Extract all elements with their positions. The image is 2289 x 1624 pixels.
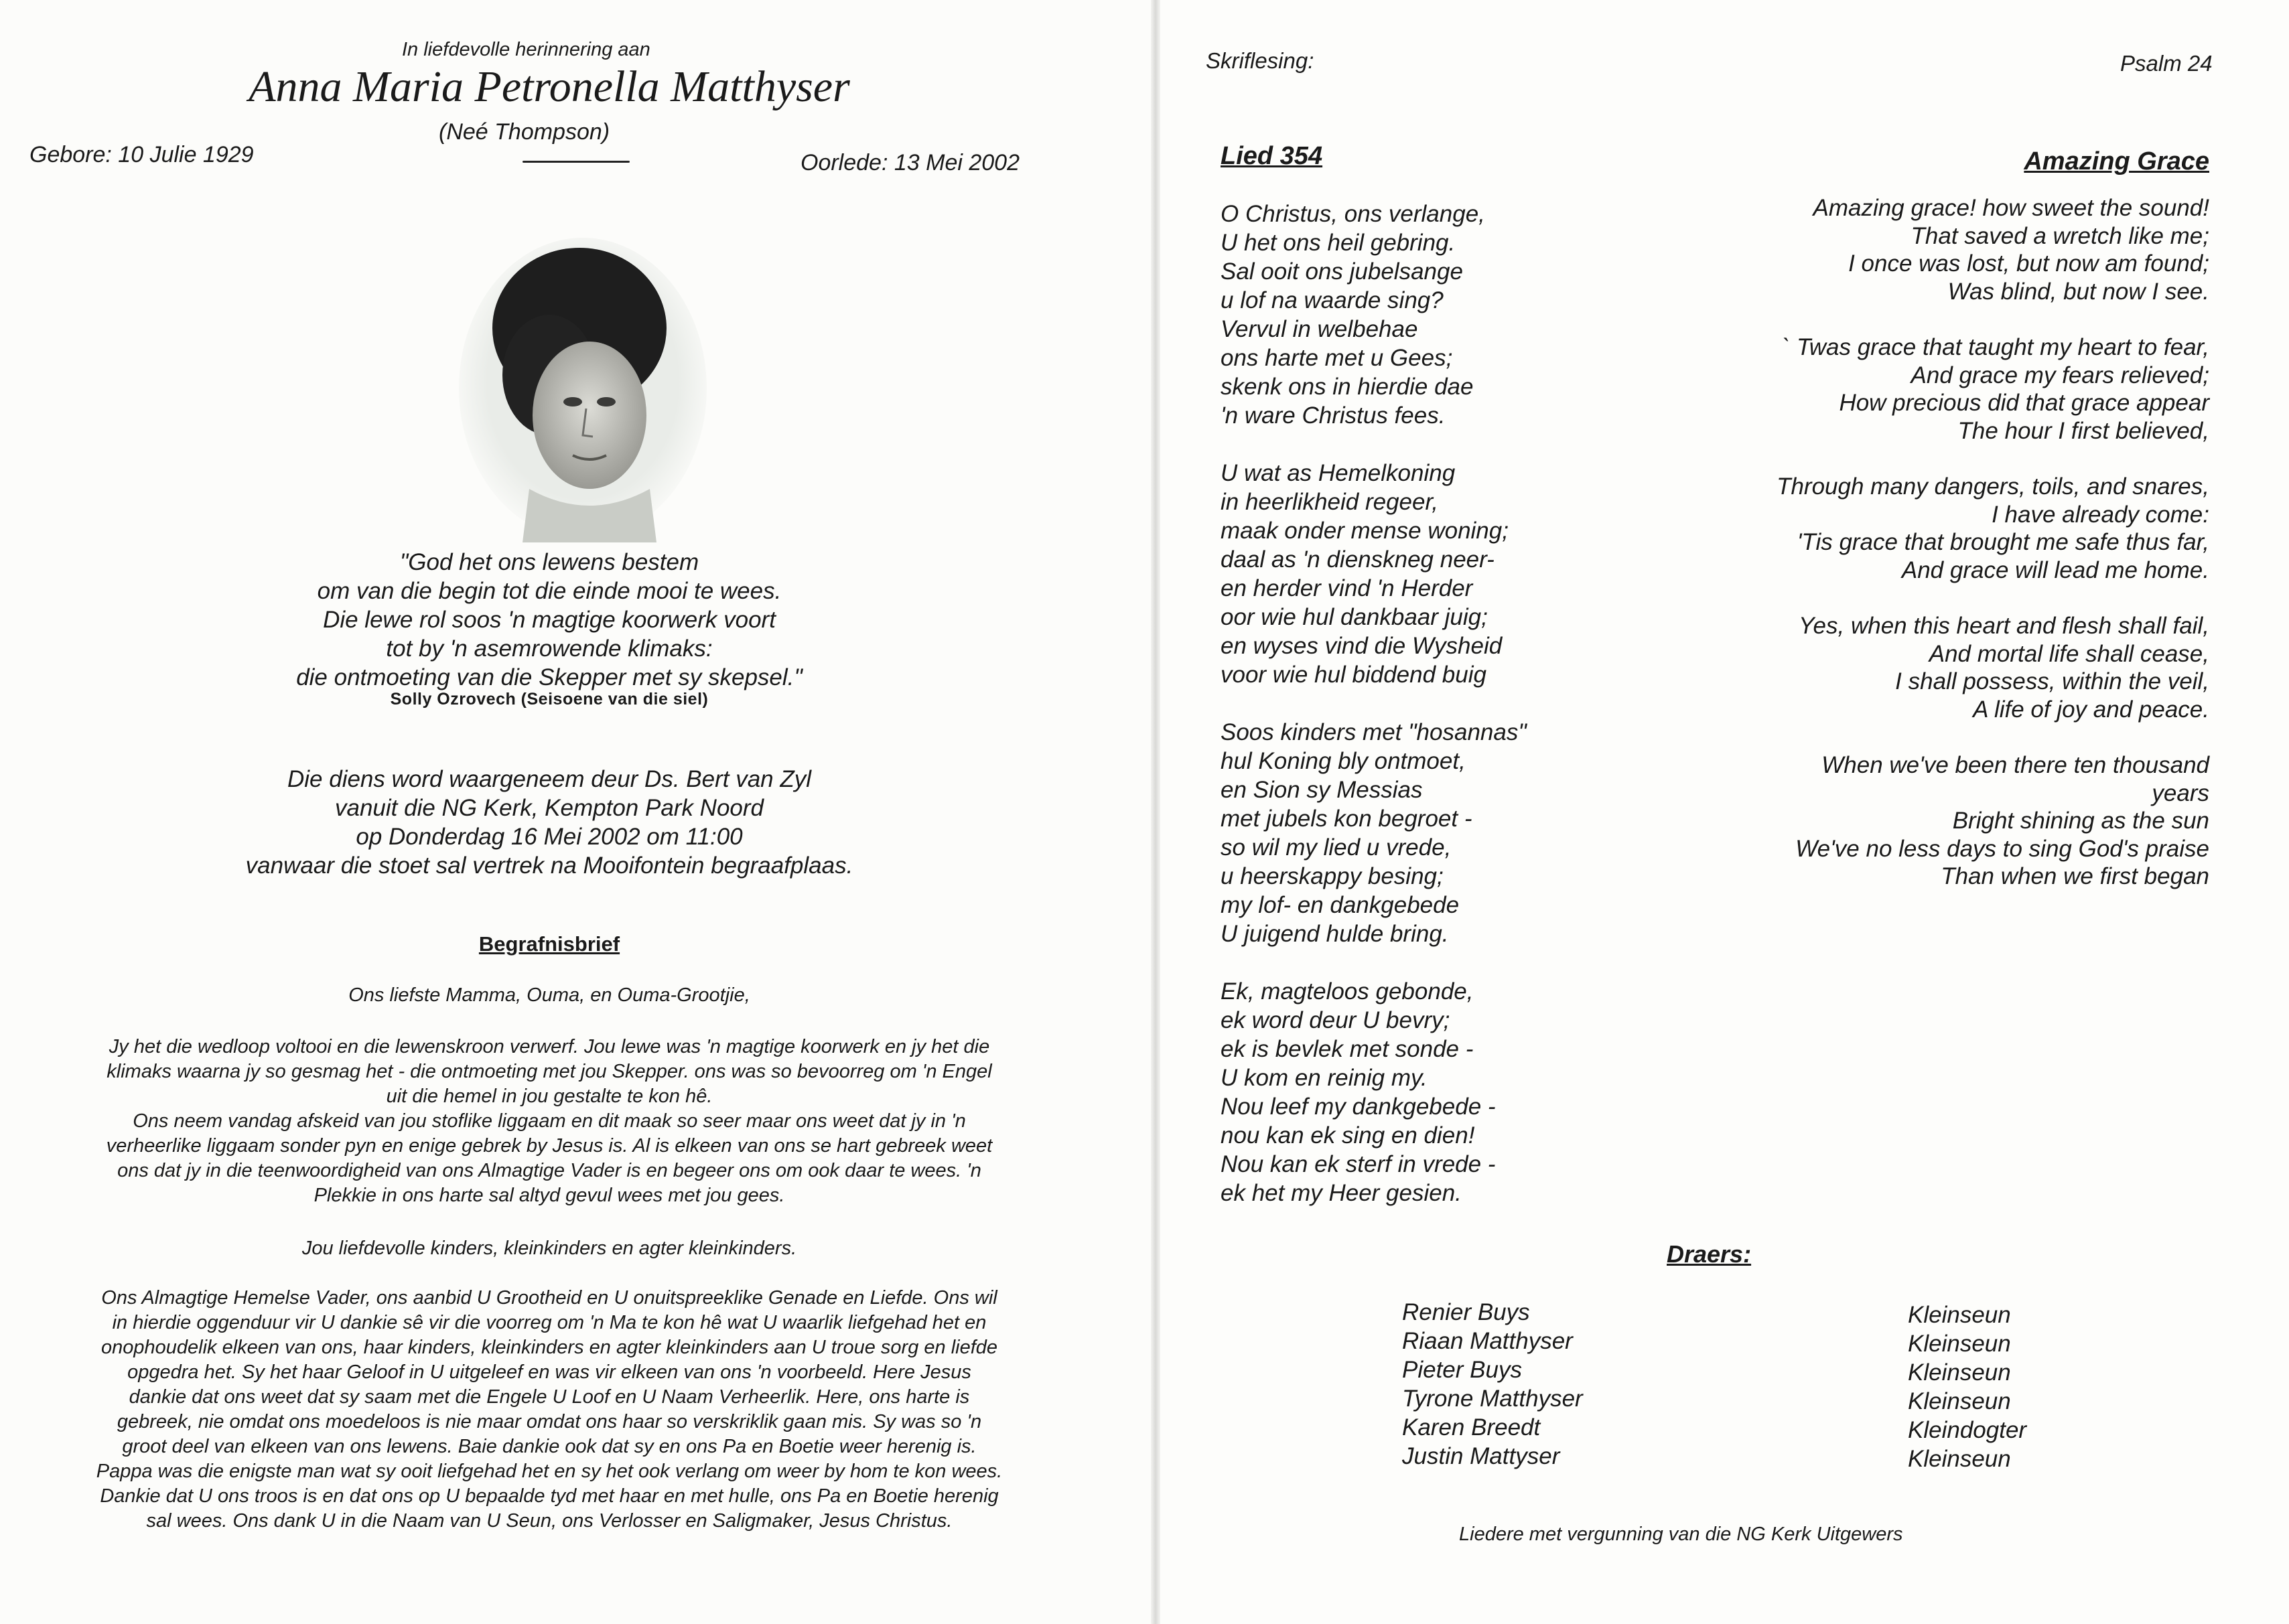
song-stanza <box>1635 334 2209 445</box>
funeral-letter-body <box>27 1035 1072 1208</box>
lyric-line: voor wie hul biddend buig <box>1221 662 1486 688</box>
bearer-relation: Kleinseun <box>1908 1302 2011 1328</box>
bearer-relation: Kleinseun <box>1908 1446 2011 1472</box>
lyric-line: met jubels kon begroet - <box>1221 806 1472 832</box>
lyric-line: U het ons heil gebring. <box>1221 230 1456 256</box>
decorative-underline <box>523 161 630 163</box>
permission-footer: Liedere met vergunning van die NG Kerk Uitgewers <box>1459 1524 1903 1545</box>
lyric-line: And grace my fears relieved; <box>1911 362 2209 388</box>
lyric-line: so wil my lied u vrede, <box>1221 834 1452 861</box>
birth-date: Gebore: 10 Julie 1929 <box>29 142 254 167</box>
memorial-intro: In liefdevolle herinnering aan <box>402 39 650 60</box>
lyric-line: Ek, magteloos gebonde, <box>1221 978 1474 1005</box>
lyric-line: ek word deur U bevry; <box>1221 1007 1450 1033</box>
prayer-line: opgedra het. Sy het haar Geloof in U uitgeleef en was vir elkeen van ons 'n voorbeeld. Here Jesus <box>127 1361 971 1383</box>
bearers-names <box>1402 1298 1583 1471</box>
letter-line: Jy het die wedloop voltooi en die lewenskroon verwerf. Jou lewe was 'n magtige koorwerk en jy het die <box>109 1036 990 1057</box>
hymn-stanza <box>1221 459 1636 689</box>
bearer-relation: Kleinseun <box>1908 1331 2011 1357</box>
prayer-line: Ons Almagtige Hemelse Vader, ons aanbid U Grootheid en U onuitspreeklike Genade en Liefde. Ons wil <box>101 1287 997 1309</box>
hymn-stanza <box>1221 977 1636 1207</box>
lyric-line: U juigend hulde bring. <box>1221 921 1449 947</box>
lyric-line: hul Koning bly ontmoet, <box>1221 748 1466 774</box>
quote-line: "God het ons lewens bestem <box>399 549 699 575</box>
death-date: Oorlede: 13 Mei 2002 <box>801 150 1020 175</box>
lyric-line: u lof na waarde sing? <box>1221 287 1444 313</box>
lyric-line: Sal ooit ons jubelsange <box>1221 259 1463 285</box>
lyric-line: Nou leef my dankgebede - <box>1221 1094 1496 1120</box>
deceased-name: Anna Maria Petronella Matthyser <box>249 62 850 111</box>
funeral-letter-title: Begrafnisbrief <box>478 932 620 956</box>
lyric-line: Yes, when this heart and flesh shall fail, <box>1799 613 2209 639</box>
lyric-line: 'n ware Christus fees. <box>1221 402 1446 429</box>
hymn-stanza <box>1221 200 1636 430</box>
lyric-line: How precious did that grace appear <box>1839 390 2209 416</box>
song-stanza <box>1635 751 2209 891</box>
lyric-line: Nou kan ek sterf in vrede - <box>1221 1151 1496 1177</box>
lyric-line: in heerlikheid regeer, <box>1221 489 1438 515</box>
lyric-line: A life of joy and peace. <box>1973 696 2209 723</box>
quote-line: om van die begin tot die einde mooi te wees. <box>317 578 782 604</box>
prayer-line: in hierdie oggenduur vir U dankie sê vir die voorreg om 'n Ma te kon hê wat U waarlik liefgehad het en <box>112 1312 987 1333</box>
prayer <box>27 1286 1072 1534</box>
letter-line: uit die hemel in jou gestalte te kon hê. <box>386 1086 713 1107</box>
lyric-line: ons harte met u Gees; <box>1221 345 1453 371</box>
song-stanza <box>1635 612 2209 723</box>
lyric-line: nou kan ek sing en dien! <box>1221 1122 1475 1149</box>
quote <box>201 548 898 692</box>
quote-line: die ontmoeting van die Skepper met sy skepsel." <box>296 664 803 690</box>
hymn-title: Lied 354 <box>1221 142 1323 170</box>
lyric-line: my lof- en dankgebede <box>1221 892 1460 918</box>
lyric-line: When we've been there ten thousand <box>1821 752 2209 778</box>
service-line: op Donderdag 16 Mei 2002 om 11:00 <box>356 824 743 850</box>
lyric-line: I once was lost, but now am found; <box>1848 250 2209 277</box>
lyric-line: skenk ons in hierdie dae <box>1221 374 1474 400</box>
letter-line: Plekkie in ons harte sal altyd gevul wees met jou gees. <box>314 1185 785 1206</box>
letter-line: Ons neem vandag afskeid van jou stoflike liggaam en dit maak so seer maar ons weet dat jy in 'n <box>133 1110 966 1132</box>
bearer-name: Pieter Buys <box>1402 1357 1522 1383</box>
song-lyrics <box>1635 194 2209 919</box>
lyric-line: Through many dangers, toils, and snares, <box>1777 473 2209 500</box>
service-details <box>174 765 924 880</box>
lyric-line: maak onder mense woning; <box>1221 518 1509 544</box>
prayer-line: groot deel van elkeen van ons lewens. Baie dankie ook dat sy en ons Pa en Boetie weer herenig is. <box>122 1436 977 1457</box>
lyric-line: That saved a wretch like me; <box>1911 222 2209 249</box>
prayer-line: gebreek, nie omdat ons moedeloos is nie maar omdat ons haar so verskriklik gaan mis. Sy was so 'n <box>117 1411 982 1432</box>
scripture-reference: Psalm 24 <box>2120 51 2213 76</box>
lyric-line: O Christus, ons verlange, <box>1221 201 1485 227</box>
lyric-line: I have already come: <box>1992 501 2209 528</box>
lyric-line: 'Tis grace that brought me safe thus far, <box>1797 529 2209 555</box>
quote-line: Die lewe rol soos 'n magtige koorwerk voort <box>323 607 776 633</box>
bearers-title: Draers: <box>1667 1240 1752 1268</box>
scripture-reading-label: Skriflesing: <box>1206 48 1314 73</box>
bearers-relations <box>1908 1301 2026 1473</box>
bearer-name: Karen Breedt <box>1402 1414 1541 1441</box>
funeral-letter-signoff: Jou liefdevolle kinders, kleinkinders en agter kleinkinders. <box>301 1238 797 1259</box>
lyric-line: en herder vind 'n Herder <box>1221 575 1473 601</box>
bearer-name: Renier Buys <box>1402 1299 1530 1325</box>
lyric-line: u heerskappy besing; <box>1221 863 1444 889</box>
lyric-line: daal as 'n dienskneg neer- <box>1221 546 1495 573</box>
bearer-relation: Kleinseun <box>1908 1359 2011 1386</box>
prayer-line: Pappa was die enigste man wat sy ooit liefgehad het en sy het ook verlang om weer by hom te kon wees. <box>96 1461 1003 1482</box>
prayer-line: Dankie dat U ons troos is en dat ons op U bepaalde tyd met haar en met hulle, ons Pa en Boetie herenig <box>100 1485 999 1507</box>
maiden-name: (Neé Thompson) <box>439 119 610 145</box>
lyric-line: We've no less days to sing God's praise <box>1795 835 2209 862</box>
lyric-line: The hour I first believed, <box>1957 417 2209 444</box>
hymn-stanza <box>1221 718 1636 948</box>
bearer-name: Tyrone Matthyser <box>1402 1386 1583 1412</box>
prayer-line: onophoudelik elkeen van ons, haar kinders, kleinkinders en agter kleinkinders aan U troue sorg en liefde <box>100 1337 998 1358</box>
song-stanza <box>1635 194 2209 305</box>
lyric-line: years <box>2152 780 2209 806</box>
bearer-name: Riaan Matthyser <box>1402 1328 1573 1354</box>
lyric-line: Soos kinders met "hosannas" <box>1221 719 1527 745</box>
service-line: Die diens word waargeneem deur Ds. Bert van Zyl <box>287 766 811 792</box>
lyric-line: U wat as Hemelkoning <box>1221 460 1456 486</box>
lyric-line: Amazing grace! how sweet the sound! <box>1813 195 2209 221</box>
letter-line: klimaks waarna jy so gesmag het - die ontmoeting met jou Skepper. ons was so bevoorreg om 'n Engel <box>107 1061 992 1082</box>
song-stanza <box>1635 473 2209 584</box>
service-line: vanuit die NG Kerk, Kempton Park Noord <box>334 795 764 821</box>
service-line: vanwaar die stoet sal vertrek na Mooifontein begraafplaas. <box>245 853 853 879</box>
page-fold <box>1151 0 1160 1624</box>
lyric-line: ` Twas grace that taught my heart to fear, <box>1782 334 2209 360</box>
lyric-line: en Sion sy Messias <box>1221 777 1423 803</box>
bearer-relation: Kleindogter <box>1908 1417 2027 1443</box>
letter-line: verheerlike liggaam sonder pyn en enige gebrek by Jesus is. Al is elkeen van ons se hart gebreek weet <box>106 1135 993 1157</box>
bearer-name: Justin Mattyser <box>1402 1443 1560 1469</box>
prayer-line: sal wees. Ons dank U in die Naam van U Seun, ons Verlosser en Saligmaker, Jesus Christus. <box>146 1510 953 1532</box>
lyric-line: Bright shining as the sun <box>1952 808 2209 834</box>
lyric-line: en wyses vind die Wysheid <box>1221 633 1503 659</box>
quote-source: Solly Ozrovech (Seisoene van die siel) <box>390 690 709 709</box>
lyric-line: U kom en reinig my. <box>1221 1065 1428 1091</box>
lyric-line: ek het my Heer gesien. <box>1221 1180 1462 1206</box>
portrait-photo <box>456 234 710 542</box>
letter-line: ons dat jy in die teenwoordigheid van ons Almagtige Vader is en begeer ons om ook daar te wees. 'n <box>117 1160 981 1181</box>
lyric-line: Was blind, but now I see. <box>1947 278 2209 305</box>
lyric-line: oor wie hul dankbaar juig; <box>1221 604 1488 630</box>
song-title: Amazing Grace <box>2024 147 2209 175</box>
quote-line: tot by 'n asemrowende klimaks: <box>386 636 713 662</box>
prayer-line: dankie dat ons weet dat sy saam met die Engele U Loof en U Naam Verheerlik. Here, ons harte is <box>129 1386 970 1408</box>
lyric-line: Vervul in welbehae <box>1221 316 1418 342</box>
lyric-line: And mortal life shall cease, <box>1929 640 2209 667</box>
bearer-relation: Kleinseun <box>1908 1388 2011 1414</box>
lyric-line: ek is bevlek met sonde - <box>1221 1036 1474 1062</box>
lyric-line: I shall possess, within the veil, <box>1895 668 2209 694</box>
lyric-line: Than when we first began <box>1941 863 2209 889</box>
lyric-line: And grace will lead me home. <box>1901 557 2209 583</box>
hymn-lyrics <box>1221 200 1636 1236</box>
funeral-letter-greeting: Ons liefste Mamma, Ouma, en Ouma-Grootjie, <box>348 984 750 1006</box>
